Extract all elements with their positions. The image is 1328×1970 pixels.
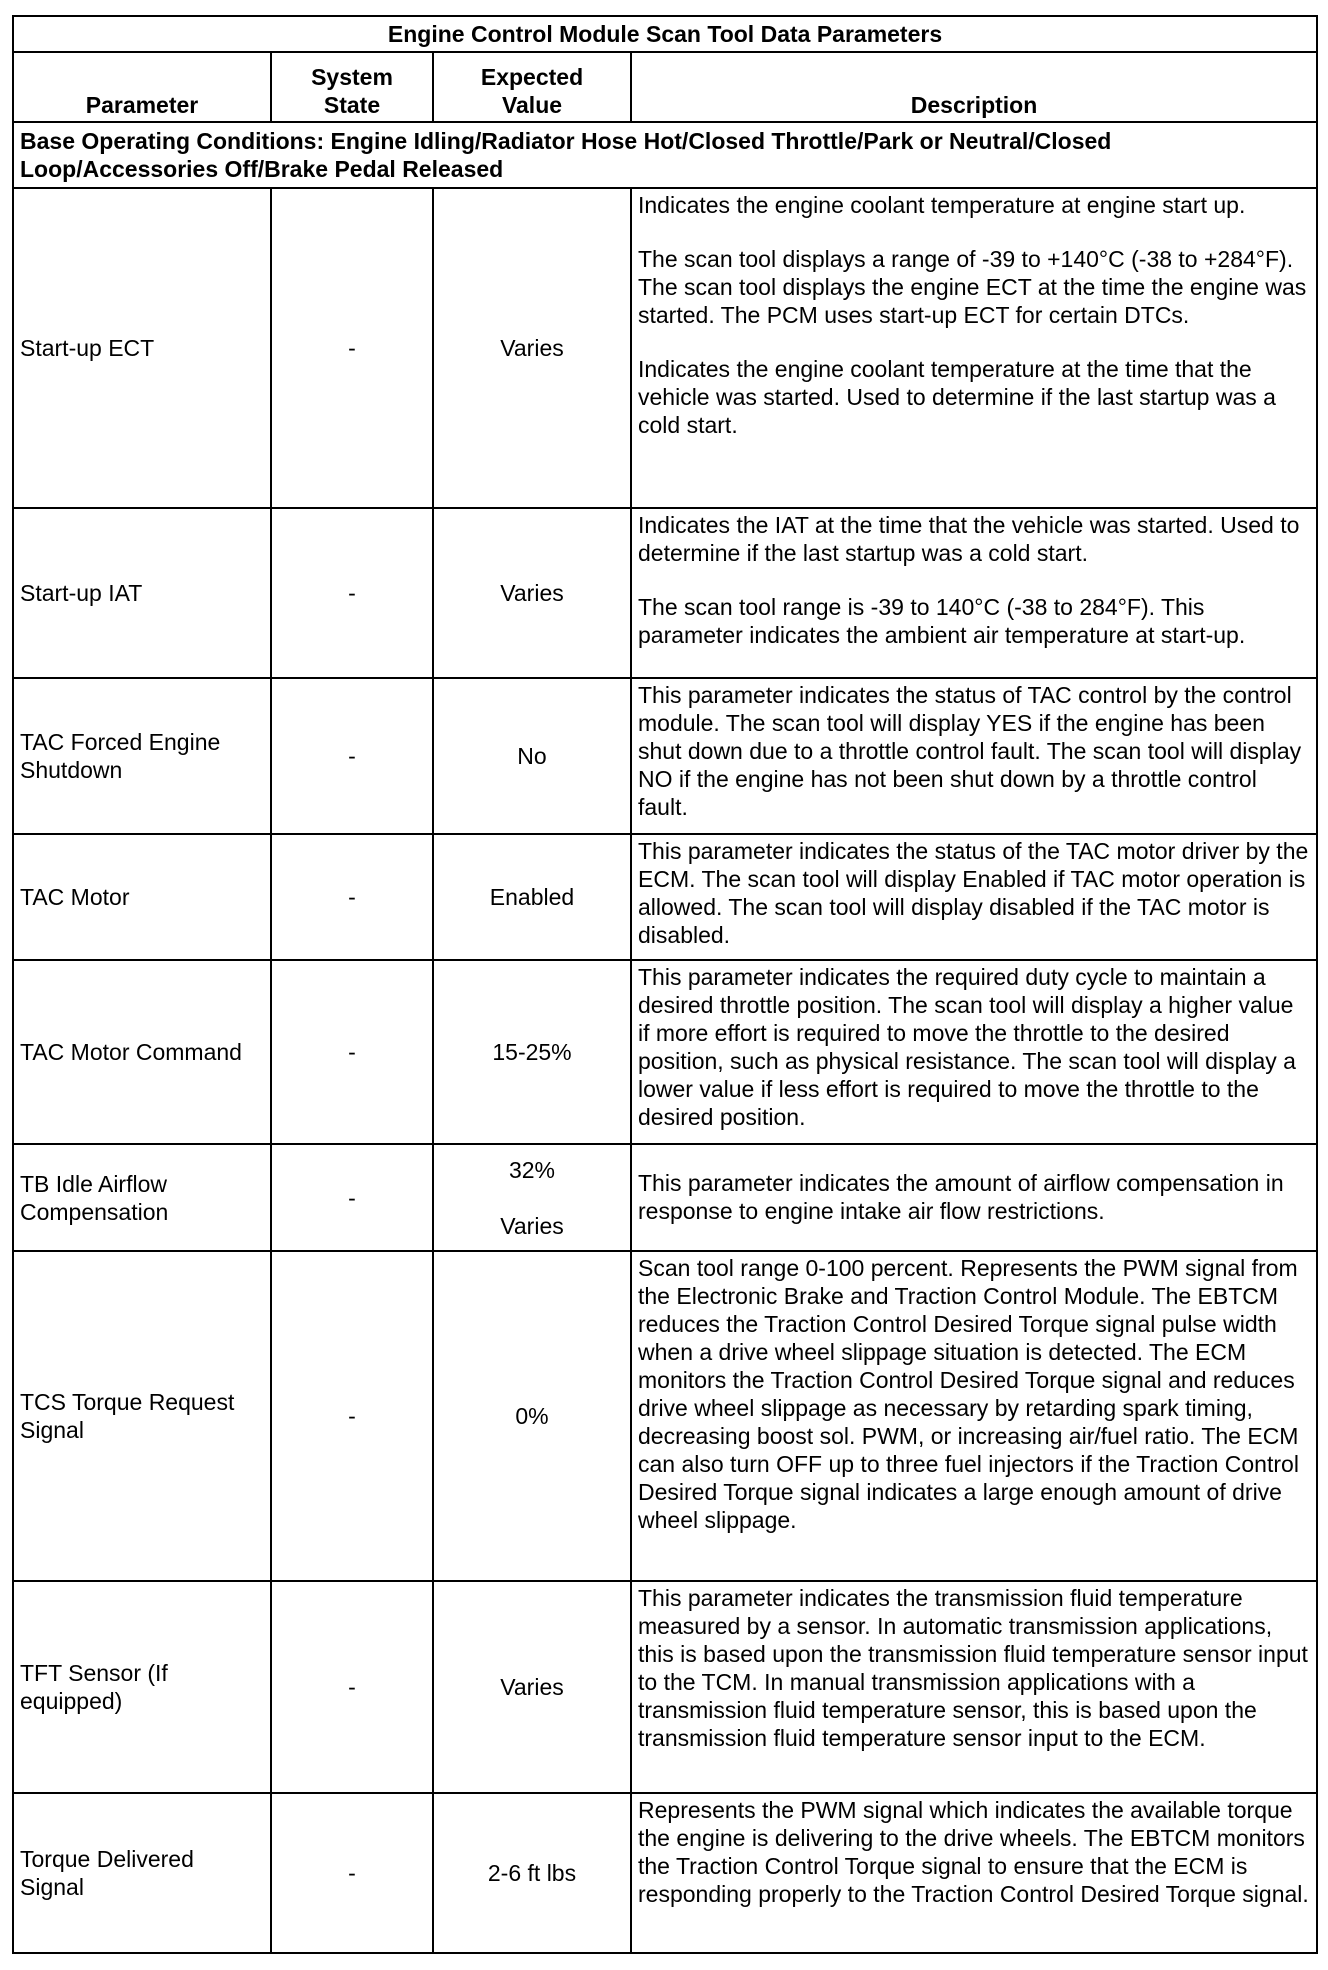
description-paragraph: This parameter indicates the status of TAC control by the control module. The scan tool will display YES if the engine has been shut down due to a throttle control fault. The scan tool will display NO if the engine has not been shut down by a throttle control fault. xyxy=(638,682,1302,820)
description-cell xyxy=(631,1793,1317,1953)
table-row xyxy=(13,1581,1317,1793)
description-paragraph: Scan tool range 0-100 percent. Represents the PWM signal from the Electronic Brake and Traction Control Module. The EBTCM reduces the Traction Control Desired Torque signal pulse width when a drive wheel slippage situation is detected. The ECM monitors the Traction Control Desired Torque signal and reduces drive wheel slippage as necessary by retarding spark timing, decreasing boost sol. PWM, or increasing air/fuel ratio. The ECM can also turn OFF up to three fuel injectors if the Traction Control Desired Torque signal indicates a large enough amount of drive wheel slippage. xyxy=(638,1255,1299,1533)
table-row xyxy=(13,1144,1317,1251)
description-paragraph: Indicates the IAT at the time that the vehicle was started. Used to determine if the last startup was a cold start. xyxy=(638,512,1300,566)
scan-tool-data-table-container xyxy=(12,15,1316,1954)
description-cell xyxy=(631,1581,1317,1793)
description-paragraph: The scan tool displays a range of -39 to +140°C (-38 to +284°F). The scan tool displays the engine ECT at the time the engine was started. The PCM uses start-up ECT for certain DTCs. xyxy=(638,246,1307,328)
table-row xyxy=(13,188,1317,508)
scan-tool-data-table xyxy=(12,15,1318,1954)
system-state-cell: - xyxy=(271,834,433,960)
parameter-cell: TAC Motor xyxy=(13,834,271,960)
description-paragraph: Indicates the engine coolant temperature at the time that the vehicle was started. Used to determine if the last startup was a cold start. xyxy=(638,356,1276,438)
parameter-cell: TCS Torque Request Signal xyxy=(13,1251,271,1581)
expected-value-cell: 2-6 ft lbs xyxy=(433,1793,631,1953)
system-state-cell: - xyxy=(271,960,433,1144)
system-state-cell: - xyxy=(271,508,433,678)
parameter-cell: Start-up ECT xyxy=(13,188,271,508)
description-paragraph: This parameter indicates the amount of airflow compensation in response to engine intake air flow restrictions. xyxy=(638,1169,1284,1224)
description-paragraph: Represents the PWM signal which indicates the available torque the engine is delivering to the drive wheels. The EBTCM monitors the Traction Control Torque signal to ensure that the ECM is responding properly to the Traction Control Desired Torque signal. xyxy=(638,1797,1309,1907)
expected-value-cell: No xyxy=(433,678,631,834)
table-row xyxy=(13,1251,1317,1581)
description-paragraph: Indicates the engine coolant temperature at engine start up. xyxy=(638,192,1246,218)
description-cell xyxy=(631,1144,1317,1251)
description-cell xyxy=(631,678,1317,834)
table-row xyxy=(13,834,1317,960)
header-expected-line2: Value xyxy=(501,92,563,118)
description-paragraph: This parameter indicates the status of the TAC motor driver by the ECM. The scan tool will display Enabled if TAC motor operation is allowed. The scan tool will display disabled if the TAC motor is disabled. xyxy=(638,838,1309,948)
description-cell xyxy=(631,960,1317,1144)
description-cell xyxy=(631,508,1317,678)
system-state-cell: - xyxy=(271,1581,433,1793)
parameter-cell: Torque Delivered Signal xyxy=(13,1793,271,1953)
description-cell xyxy=(631,188,1317,508)
expected-value-cell: Varies xyxy=(433,188,631,508)
expected-value-cell: Enabled xyxy=(433,834,631,960)
table-row xyxy=(13,1793,1317,1953)
table-row xyxy=(13,508,1317,678)
description-cell xyxy=(631,834,1317,960)
table-row xyxy=(13,678,1317,834)
description-paragraph: The scan tool range is -39 to 140°C (-38 to 284°F). This parameter indicates the ambient air temperature at start-up. xyxy=(638,594,1246,648)
parameter-cell: TFT Sensor (If equipped) xyxy=(13,1581,271,1793)
parameter-cell: TB Idle Airflow Compensation xyxy=(13,1144,271,1251)
table-title: Engine Control Module Scan Tool Data Parameters xyxy=(13,16,1317,52)
expected-value-cell: Varies xyxy=(433,1581,631,1793)
table-row xyxy=(13,960,1317,1144)
expected-value-cell xyxy=(433,1144,631,1251)
expected-value-cell: 15-25% xyxy=(433,960,631,1144)
header-row xyxy=(13,52,1317,122)
header-parameter-label: Parameter xyxy=(85,92,199,118)
expected-value-top: 32% xyxy=(508,1156,556,1183)
conditions-row xyxy=(13,122,1317,188)
system-state-cell: - xyxy=(271,1793,433,1953)
header-expected-line1: Expected xyxy=(480,64,584,90)
parameter-cell: Start-up IAT xyxy=(13,508,271,678)
header-description xyxy=(631,52,1317,122)
parameter-cell: TAC Forced Engine Shutdown xyxy=(13,678,271,834)
description-paragraph: This parameter indicates the transmission fluid temperature measured by a sensor. In automatic transmission applications, this is based upon the transmission fluid temperature sensor input to the TCM. In manual transmission applications with a transmission fluid temperature sensor, this is based upon the transmission fluid temperature sensor input to the ECM. xyxy=(638,1585,1308,1751)
header-parameter xyxy=(13,52,271,122)
header-description-label: Description xyxy=(910,92,1038,118)
header-expected-value xyxy=(433,52,631,122)
header-system-state-line2: State xyxy=(323,92,381,118)
header-system-state xyxy=(271,52,433,122)
description-cell xyxy=(631,1251,1317,1581)
expected-value-cell: Varies xyxy=(433,508,631,678)
header-system-state-line1: System xyxy=(311,64,393,90)
title-row xyxy=(13,16,1317,52)
system-state-cell: - xyxy=(271,1144,433,1251)
expected-value-split xyxy=(440,1156,624,1240)
system-state-cell: - xyxy=(271,188,433,508)
base-operating-conditions: Base Operating Conditions: Engine Idling/Radiator Hose Hot/Closed Throttle/Park or Neutral/Closed Loop/Accessories Off/Brake Pedal Released xyxy=(13,122,1317,188)
expected-value-bottom: Varies xyxy=(500,1212,564,1239)
description-paragraph: This parameter indicates the required duty cycle to maintain a desired throttle position. The scan tool will display a higher value if more effort is required to move the throttle to the desired position, such as physical resistance. The scan tool will display a lower value if less effort is required to move the throttle to the desired position. xyxy=(638,964,1296,1130)
expected-value-cell: 0% xyxy=(433,1251,631,1581)
system-state-cell: - xyxy=(271,1251,433,1581)
system-state-cell: - xyxy=(271,678,433,834)
parameter-cell: TAC Motor Command xyxy=(13,960,271,1144)
